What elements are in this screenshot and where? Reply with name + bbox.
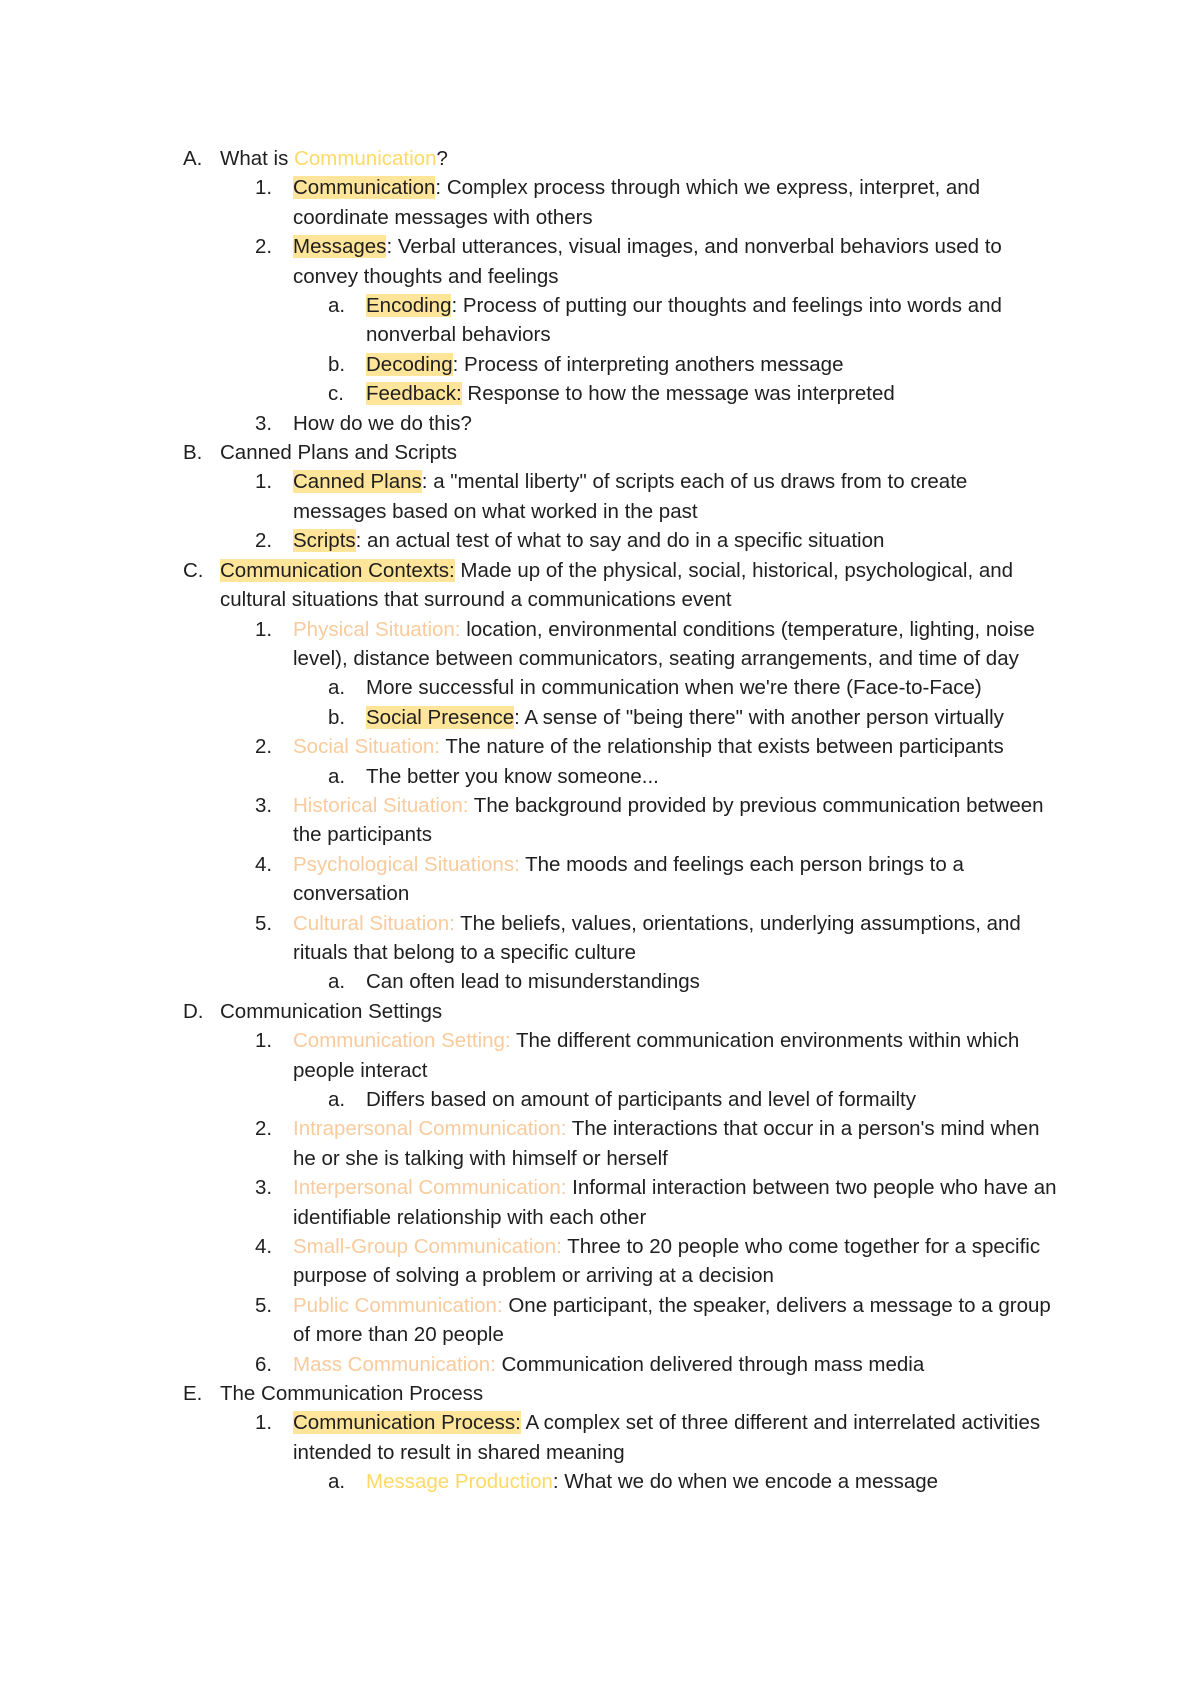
sub-list-item xyxy=(0,1467,1200,1496)
list-item xyxy=(0,909,1200,968)
item-text: : a "mental liberty" of scripts each of us draws from to create messages based on what worked in the past xyxy=(293,470,968,523)
item-marker: a. xyxy=(328,294,346,318)
highlighted-term: Scripts xyxy=(293,529,356,553)
list-item xyxy=(0,732,1200,761)
section-d xyxy=(0,997,1200,1026)
colored-term: Communication Setting: xyxy=(293,1029,511,1053)
sub-list-item xyxy=(0,967,1200,996)
colored-term: Physical Situation: xyxy=(293,617,461,641)
list-item xyxy=(0,1173,1200,1232)
item-marker: a. xyxy=(328,764,346,788)
colored-term: Public Communication: xyxy=(293,1293,503,1317)
item-text: : Verbal utterances, visual images, and nonverbal behaviors used to convey thoughts and feelings xyxy=(293,235,1002,288)
sub-list-item xyxy=(0,1085,1200,1114)
item-marker: a. xyxy=(328,970,346,994)
item-text: : an actual test of what to say and do in a specific situation xyxy=(355,529,885,553)
item-marker: 5. xyxy=(255,1293,273,1317)
section-marker: A. xyxy=(183,147,203,170)
item-text: : What we do when we encode a message xyxy=(552,1470,939,1494)
item-text: : Process of putting our thoughts and feelings into words and nonverbal behaviors xyxy=(366,294,1002,347)
item-marker: c. xyxy=(328,382,344,406)
item-text: More successful in communication when we're there (Face-to-Face) xyxy=(366,676,982,700)
section-heading: Communication Settings xyxy=(220,999,443,1023)
item-text: : Complex process through which we express, interpret, and coordinate messages with others xyxy=(293,176,981,229)
list-item xyxy=(0,1114,1200,1173)
highlighted-term: Canned Plans xyxy=(293,470,422,494)
item-text: : Process of interpreting anothers message xyxy=(452,352,844,376)
list-item xyxy=(0,1408,1200,1467)
item-marker: 2. xyxy=(255,1117,273,1141)
section-marker: B. xyxy=(183,441,203,465)
notes-outline xyxy=(0,144,1200,1497)
sub-list-item xyxy=(0,350,1200,379)
section-e xyxy=(0,1379,1200,1408)
list-item xyxy=(0,1291,1200,1350)
item-marker: b. xyxy=(328,352,346,376)
highlighted-term: Messages xyxy=(293,235,387,259)
item-marker: 6. xyxy=(255,1352,273,1376)
section-b xyxy=(0,438,1200,467)
item-text: Differs based on amount of participants and level of formailty xyxy=(366,1088,916,1111)
colored-term: Intrapersonal Communication: xyxy=(293,1117,567,1141)
colored-term: Social Situation: xyxy=(293,735,441,759)
list-item xyxy=(0,1026,1200,1085)
highlighted-term: Decoding xyxy=(366,352,453,376)
sub-list-item xyxy=(0,762,1200,791)
item-text: location, environmental conditions (temperature, lighting, noise level), distance between communicators, seating arrangements, and time of day xyxy=(293,617,1035,670)
item-marker: b. xyxy=(328,705,346,729)
item-marker: 5. xyxy=(255,911,273,935)
highlighted-term: Feedback: xyxy=(366,382,462,406)
item-text: The different communication environments within which people interact xyxy=(293,1029,1020,1082)
list-item xyxy=(0,1350,1200,1379)
section-heading-term: Communication xyxy=(294,147,437,170)
item-text: Informal interaction between two people who have an identifiable relationship with each other xyxy=(293,1176,1057,1229)
item-text: The nature of the relationship that exists between participants xyxy=(440,735,1004,759)
highlighted-term: Social Presence xyxy=(366,705,515,729)
item-marker: 1. xyxy=(255,1411,273,1435)
item-text: The interactions that occur in a person's mind when he or she is talking with himself or herself xyxy=(293,1117,1040,1170)
colored-term: Historical Situation: xyxy=(293,793,469,817)
sub-list-item xyxy=(0,703,1200,732)
highlighted-term: Communication Contexts: xyxy=(220,558,455,582)
item-text: Can often lead to misunderstandings xyxy=(366,970,700,994)
colored-term: Small-Group Communication: xyxy=(293,1235,562,1259)
sub-list-item xyxy=(0,673,1200,702)
item-text: A complex set of three different and interrelated activities intended to result in shared meaning xyxy=(293,1411,1041,1464)
item-text: Three to 20 people who come together for a specific purpose of solving a problem or arriving at a decision xyxy=(293,1235,1041,1288)
item-marker: 4. xyxy=(255,1235,273,1259)
highlighted-term: Encoding xyxy=(366,294,452,318)
list-item xyxy=(0,467,1200,526)
list-item xyxy=(0,1232,1200,1291)
colored-term: Psychological Situations: xyxy=(293,852,520,876)
sub-list-item xyxy=(0,291,1200,350)
item-text: Communication delivered through mass media xyxy=(495,1352,925,1376)
list-item xyxy=(0,791,1200,850)
section-marker: E. xyxy=(183,1382,203,1406)
item-marker: 3. xyxy=(255,793,273,817)
item-marker: 1. xyxy=(255,176,273,200)
section-heading-lead: What is xyxy=(220,147,295,170)
item-marker: 3. xyxy=(255,1176,273,1200)
item-marker: a. xyxy=(328,676,346,700)
item-marker: 2. xyxy=(255,529,273,553)
list-item xyxy=(0,232,1200,291)
section-marker: C. xyxy=(183,558,204,582)
section-heading: The Communication Process xyxy=(220,1382,484,1406)
section-heading: Canned Plans and Scripts xyxy=(220,441,458,465)
item-text: The moods and feelings each person brings to a conversation xyxy=(293,852,964,906)
item-marker: 1. xyxy=(255,617,273,641)
item-text: Response to how the message was interpreted xyxy=(461,382,895,406)
list-item xyxy=(0,526,1200,555)
item-marker: 3. xyxy=(255,411,273,435)
item-marker: 2. xyxy=(255,235,273,259)
highlighted-term: Communication xyxy=(293,176,436,200)
colored-term: Message Production xyxy=(366,1470,553,1494)
item-marker: 1. xyxy=(255,470,273,494)
list-item xyxy=(0,615,1200,674)
item-text: One participant, the speaker, delivers a message to a group of more than 20 people xyxy=(293,1293,1051,1347)
item-marker: 2. xyxy=(255,735,273,759)
item-marker: 1. xyxy=(255,1029,273,1053)
section-a xyxy=(0,144,1200,173)
sub-list-item xyxy=(0,379,1200,408)
list-item xyxy=(0,409,1200,438)
item-marker: 4. xyxy=(255,852,273,876)
section-marker: D. xyxy=(183,999,204,1023)
item-text: The beliefs, values, orientations, underlying assumptions, and rituals that belong to a specific culture xyxy=(293,911,1021,964)
list-item xyxy=(0,850,1200,909)
item-text: Made up of the physical, social, historical, psychological, and cultural situations that surround a communications event xyxy=(220,558,1014,612)
section-c xyxy=(0,556,1200,615)
item-text: : A sense of "being there" with another person virtually xyxy=(514,705,1004,729)
colored-term: Mass Communication: xyxy=(293,1352,496,1376)
colored-term: Interpersonal Communication: xyxy=(293,1176,567,1200)
item-text: The better you know someone... xyxy=(366,764,659,788)
colored-term: Cultural Situation: xyxy=(293,911,455,935)
list-item xyxy=(0,173,1200,232)
item-text: The background provided by previous communication between the participants xyxy=(293,793,1044,847)
item-marker: a. xyxy=(328,1470,346,1494)
item-marker: a. xyxy=(328,1088,346,1111)
item-text: How do we do this? xyxy=(293,411,472,435)
section-heading-trail: ? xyxy=(436,147,448,170)
highlighted-term: Communication Process: xyxy=(293,1411,521,1435)
